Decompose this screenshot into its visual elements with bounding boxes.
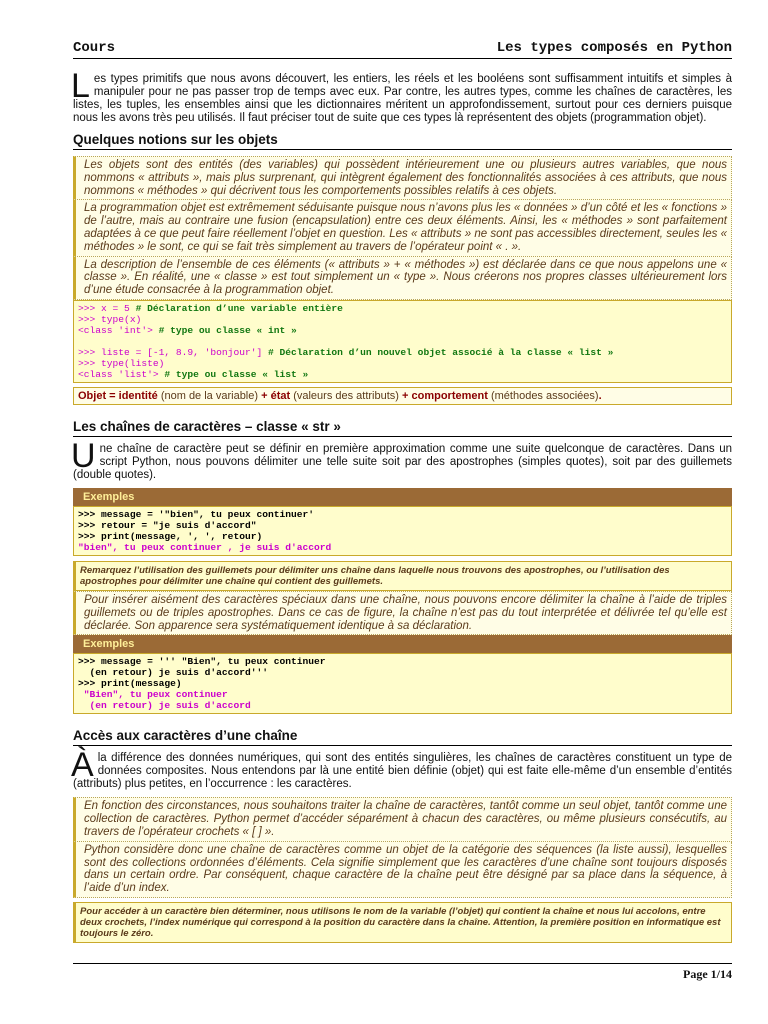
header-title: Les types composés en Python (496, 40, 732, 56)
strings-paragraph: Une chaîne de caractère peut se définir en première approximation comme une suite quelconque de caractères. Dans un script Python, nous pouvons délimiter une telle suite soit par des apostrophes (simples quotes), soit par des guillemets (double quotes). (71, 436, 732, 481)
section-title-objects: Quelques notions sur les objets (73, 132, 732, 150)
code-block-strings: >>> message = '"bien", tu peux continuer' >>> retour = "je suis d'accord" >>> print(message, ', ', retour) "bien", tu peux continuer , je suis d'accord (73, 506, 732, 556)
intro-dropcap: L (71, 67, 90, 105)
note-access-1: En fonction des circonstances, nous souhaitons traiter la chaîne de caractères, tantôt comme un seul objet, tantôt comme une collection de caractères. Python permet d’accéder séparément à chacun des caractères, ou même plusieurs consécutifs, au travers de l’opérateur crochets « [ ] ». (73, 797, 732, 841)
note-triple-quotes: Pour insérer aisément des caractères spéciaux dans une chaîne, nous pouvons encore délimiter la chaîne à l’aide de triples guillemets ou de triples apostrophes. Dans ce cas de figure, la chaîne n’est pas du tout interprétée et délivrée tel qu’elle est déclarée. Son apparence sera systématiquement identique à sa déclaration. (73, 591, 732, 635)
note-objects-3: La description de l’ensemble de ces éléments (« attributs » + « méthodes ») est déclarée dans ce que nous appelons une « classe ». En réalité, une « classe » est tout simplement un « type ». Nous créerons nos propres classes ultérieurement lors d’une étude consacrée à la programmation objet. (73, 257, 732, 300)
intro-paragraph (71, 67, 732, 125)
header-left: Cours (73, 40, 116, 56)
note-access-2: Python considère donc une chaîne de caractères comme un objet de la catégorie des séquences (la liste aussi), lesquelles sont des collections ordonnées d’éléments. Cela signifie simplement que les caractères d’une chaîne sont toujours disposés dans un certain ordre. Par conséquent, chaque caractère de la chaîne peut être désigné par sa place dans la séquence, à l’aide d’un index. (73, 842, 732, 898)
section-title-access: Accès aux caractères d’une chaîne (73, 728, 732, 746)
code-block-types: >>> x = 5 # Déclaration d’une variable entière >>> type(x) <class 'int'> # type ou classe « int » >>> liste = [-1, 8.9, 'bonjour'] # Déclaration d’un nouvel objet associé à la classe « list » >>> type(liste) <class 'list'> # type ou classe « list » (73, 300, 732, 383)
note-objects-2: La programmation objet est extrêmement séduisante puisque nous n’avons plus les « données » d’un côté et les « fonctions » de l’autre, mais au contraire une fusion (encapsulation) entre ces deux éléments. Ainsi, les « méthodes » sont parfaitement adaptées à ce que peut faire réellement l’objet en question. Les « attributs » ne sont pas accessibles directement, seules les « méthodes » le sont, ce qui se fait très simplement au travers de l’opérateur point « . ». (73, 200, 732, 256)
code-block-triple: >>> message = ''' "Bien", tu peux continuer (en retour) je suis d'accord''' >>> print(message) "Bien", tu peux continuer (en retour) je suis d'accord (73, 653, 732, 714)
page-header (73, 40, 732, 59)
strings-dropcap: U (71, 436, 96, 475)
object-summary: Objet = identité (nom de la variable) + état (valeurs des attributs) + comportement (méthodes associées). (73, 387, 732, 405)
page-number: Page 1/14 (683, 967, 732, 981)
page-footer (73, 963, 732, 981)
access-dropcap: À (71, 746, 94, 785)
access-paragraph: À la différence des données numériques, qui sont des entités singulières, les chaînes de caractères constituent un type de données composites. Nous entendons par là une entité bien définie (objet) qui est faite elle-même d’un ensemble d’entités (attributs) plus petites, en l’occurrence : les caractères. (71, 746, 732, 791)
intro-text: es types primitifs que nous avons découvert, les entiers, les réels et les booléens sont suffisamment intuitifs et simples à manipuler pour ne pas passer trop de temps avec eux. Par contre, les autres types, comme les chaînes de caractères, les listes, les tuples, les ensembles ainsi que les dictionnaires méritent un approfondissement, surtout pour ces derniers puisque nous les avons très peu utilisés. Il faut préciser tout de suite que ces types là représentent des objets (programmation objet). (73, 73, 732, 124)
remark-index: Pour accéder à un caractère bien déterminer, nous utilisons le nom de la variable (l’objet) qui contient la chaîne et nous lui accolons, entre deux crochets, l’index numérique qui correspond à la position du caractère dans la chaîne. Attention, la première position en informatique est toujours le zéro. (73, 902, 732, 943)
section-title-strings: Les chaînes de caractères – classe « str » (73, 419, 732, 437)
examples-header-1: Exemples (73, 488, 732, 506)
remark-quotes: Remarquez l’utilisation des guillemets pour délimiter uns chaîne dans laquelle nous trouvons des apostrophes, ou l’utilisation des apostrophes pour délimiter une chaîne qui contient des guillemets. (73, 561, 732, 591)
examples-header-2: Exemples (73, 635, 732, 653)
note-objects-1: Les objets sont des entités (des variables) qui possèdent intérieurement une ou plusieurs autres variables, que nous nommons « attributs », mais plus surprenant, qui intègrent également des fonctionnalités associées à ces attributs, que nous nommons « méthodes » qui décrivent tous les comportements possibles relatifs à ces objets. (73, 156, 732, 200)
page-content (73, 40, 732, 943)
